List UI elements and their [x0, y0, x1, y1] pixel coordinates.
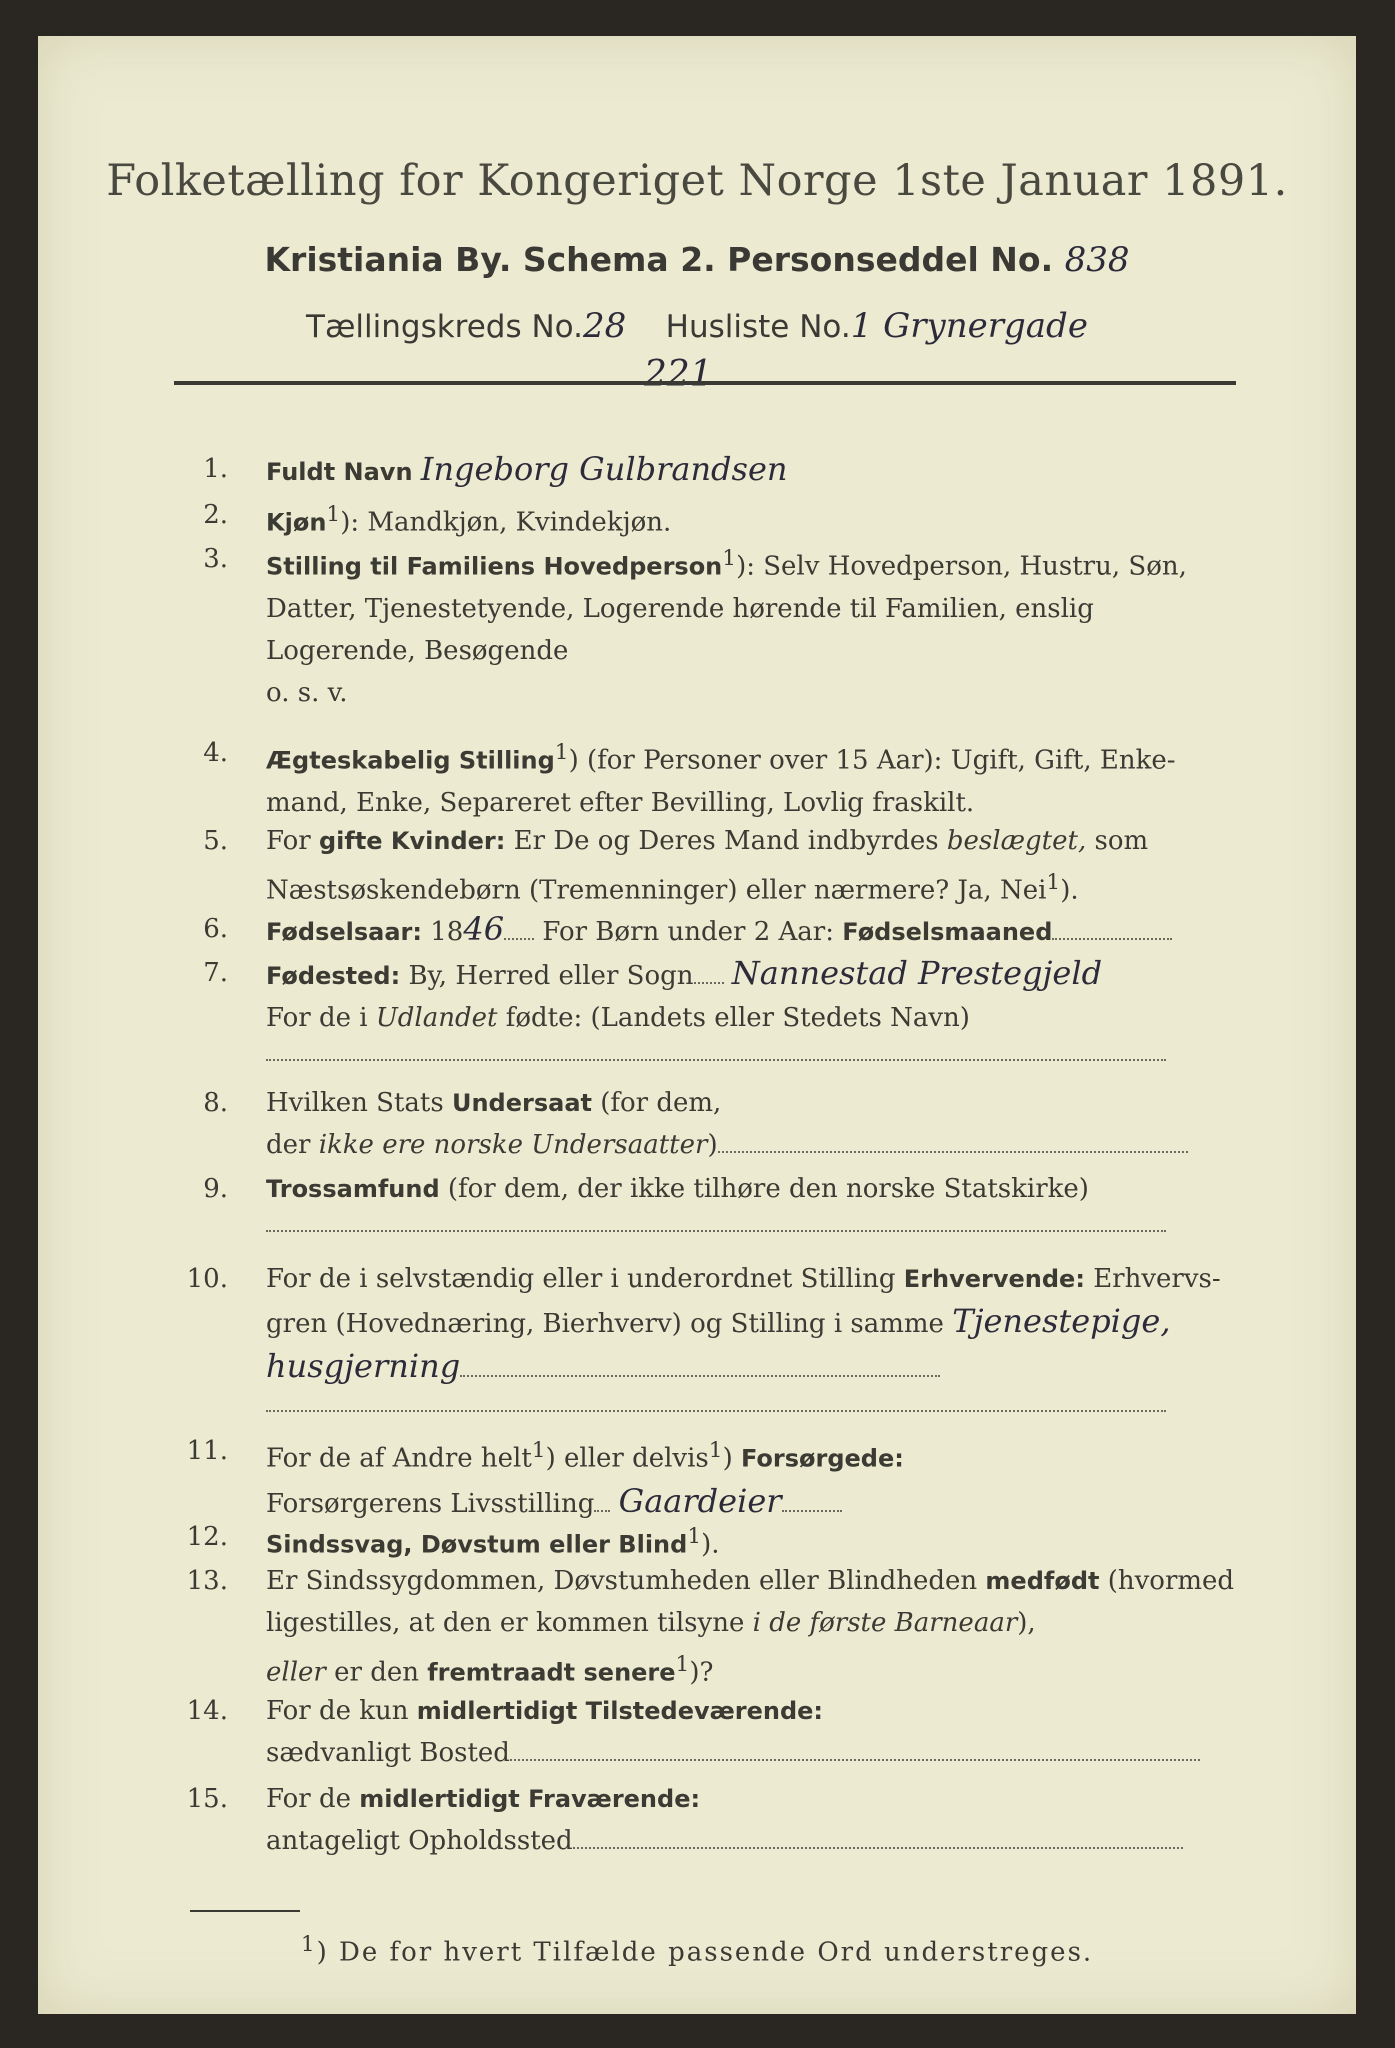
field-options: ) (for Personer over 15 Aar): Ugift, Gift, Enke-: [568, 745, 1176, 776]
item-number: 14.: [186, 1696, 228, 1726]
item-number: 4.: [203, 738, 228, 768]
item-temporarily-present: [176, 1690, 1238, 1774]
field-text: ).: [1060, 875, 1079, 906]
dotted-line: [504, 937, 534, 940]
item-marital-status: [176, 732, 1238, 824]
personseddel-number: 838: [1064, 240, 1130, 280]
field-label: Fødselsmaaned: [842, 918, 1053, 946]
field-label: gifte Kvinder:: [318, 827, 506, 855]
field-text: (hvormed: [1099, 1566, 1235, 1596]
census-form: [38, 36, 1356, 2014]
footnote-ref: 1: [300, 1932, 317, 1957]
field-label: midlertidigt Fraværende:: [359, 1785, 701, 1813]
field-text: gren (Hovednæring, Bierhverv) og Stilling i samme: [266, 1309, 944, 1339]
field-text: beslægtet,: [946, 826, 1087, 856]
field-text: fødte: (Landets eller Stedets Navn): [497, 1003, 970, 1033]
kreds-line: [38, 306, 1356, 346]
item-number: 13.: [186, 1566, 228, 1596]
item-number: 10.: [186, 1264, 228, 1294]
footnote-ref: 1: [708, 1438, 723, 1463]
kreds-extra-note: 221: [644, 354, 713, 395]
schema-line: [38, 240, 1356, 280]
field-label: Undersaat: [451, 1089, 592, 1117]
item-supported: [176, 1430, 1238, 1525]
field-label: Kjøn: [266, 508, 327, 537]
item-number: 1.: [203, 454, 228, 484]
footnote-ref: 1: [1046, 870, 1061, 895]
item-number: 12.: [186, 1522, 228, 1552]
field-label: Stilling til Familiens Hovedperson: [266, 552, 723, 581]
husliste-label: Husliste No.: [665, 309, 851, 345]
field-text: i de første Barneaar: [752, 1608, 1018, 1638]
dotted-line: [1052, 937, 1172, 940]
field-options: ): Mandkjøn, Kvindekjøn.: [340, 507, 672, 538]
field-text: ) eller delvis: [545, 1443, 709, 1474]
kreds-number: 28: [582, 306, 627, 346]
footnote: [38, 1932, 1356, 1968]
item-number: 2.: [203, 500, 228, 530]
provider-occupation-value: Gaardeier: [618, 1481, 782, 1520]
field-options: Datter, Tjenestetyende, Logerende hørende til Familien, enslig: [266, 593, 1094, 624]
dotted-line: [266, 1210, 1166, 1232]
field-text: sædvanligt Bosted: [266, 1738, 510, 1768]
item-citizenship: [176, 1082, 1238, 1166]
field-text: Er Sindssygdommen, Døvstumheden eller Blindheden: [266, 1566, 986, 1596]
birthplace-value: Nannestad Prestegjeld: [731, 954, 1103, 992]
year-prefix: 18: [430, 917, 464, 947]
footnote-ref: 1: [687, 1524, 702, 1549]
item-birthplace: [176, 952, 1238, 1061]
item-birth-year: [176, 908, 1238, 953]
form-title: Folketælling for Kongeriget Norge 1ste Januar 1891.: [106, 156, 1288, 206]
field-text: For: [266, 826, 319, 856]
field-text: Næstsøskendebørn (Tremenninger) eller nærmere? Ja, Nei: [266, 875, 1047, 906]
item-disability: [176, 1516, 1238, 1566]
item-number: 5.: [203, 826, 228, 856]
field-label: Trossamfund: [266, 1175, 440, 1203]
dotted-line: [782, 1509, 842, 1512]
item-temporarily-absent: [176, 1778, 1238, 1862]
item-family-position: [176, 538, 1238, 714]
item-married-women: [176, 820, 1238, 912]
field-text: ): [722, 1443, 741, 1474]
dotted-line: [694, 981, 724, 984]
item-religion: [176, 1168, 1238, 1232]
field-label: medfødt: [985, 1567, 1100, 1595]
field-text: For Børn under 2 Aar:: [542, 917, 843, 947]
field-label: Erhvervende:: [903, 1265, 1085, 1293]
field-text: eller: [266, 1657, 326, 1688]
field-text: For de i selvstændig eller i underordnet Stilling: [266, 1264, 904, 1294]
birth-year-value: 46: [463, 910, 505, 948]
item-number: 11.: [186, 1436, 228, 1466]
field-text: (for dem,: [591, 1088, 722, 1118]
field-options: o. s. v.: [266, 677, 348, 708]
footnote-rule: [190, 1910, 300, 1912]
field-text: For de kun: [266, 1696, 417, 1726]
field-text: Forsørgerens Livsstilling: [266, 1488, 595, 1519]
field-text: ): [707, 1130, 718, 1160]
field-label: Ægteskabelig Stilling: [266, 746, 555, 775]
field-text: Udlandet: [375, 1003, 498, 1033]
footnote-text: ) De for hvert Tilfælde passende Ord understreges.: [316, 1937, 1094, 1968]
field-options: Logerende, Besøgende: [266, 635, 569, 666]
footnote-ref: 1: [531, 1438, 546, 1463]
field-text: ).: [701, 1529, 720, 1560]
field-text: er den: [325, 1657, 428, 1688]
field-label: Forsørgede:: [740, 1444, 904, 1473]
field-text: som: [1086, 826, 1149, 856]
dotted-line: [594, 1509, 610, 1512]
item-gender: [176, 494, 1238, 544]
item-number: 8.: [203, 1088, 228, 1118]
item-number: 15.: [186, 1784, 228, 1814]
field-label: midlertidigt Tilstedeværende:: [416, 1697, 824, 1725]
footnote-ref: 1: [675, 1652, 690, 1677]
field-text: antageligt Opholdssted: [266, 1826, 573, 1856]
field-text: ligestilles, at den er kommen tilsyne: [266, 1608, 753, 1638]
dotted-line: [460, 1374, 940, 1377]
kreds-label: Tællingskreds No.: [306, 309, 583, 345]
schema-label: Kristiania By. Schema 2. Personseddel No.: [264, 240, 1054, 279]
item-full-name: [176, 448, 1238, 493]
field-text: For de: [266, 1784, 360, 1814]
footnote-ref: 1: [554, 740, 569, 765]
occupation-value-cont: husgjerning: [266, 1347, 461, 1385]
field-text: (for dem, der ikke tilhøre den norske Statskirke): [439, 1174, 1089, 1204]
field-text: )?: [689, 1657, 714, 1688]
header-rule: [174, 381, 1236, 385]
field-text: der: [266, 1130, 319, 1160]
dotted-line: [573, 1846, 1183, 1849]
dotted-line: [718, 1150, 1188, 1153]
field-text: For de i: [266, 1003, 376, 1033]
field-text: For de af Andre helt: [266, 1443, 532, 1474]
field-text: ikke ere norske Undersaatter: [318, 1130, 708, 1160]
field-options: mand, Enke, Separeret efter Bevilling, Lovlig fraskilt.: [266, 787, 975, 818]
item-number: 6.: [203, 914, 228, 944]
item-number: 9.: [203, 1174, 228, 1204]
item-number: 7.: [203, 958, 228, 988]
occupation-value: Tjenestepige,: [952, 1302, 1171, 1340]
item-number: 3.: [203, 544, 228, 574]
field-options: ): Selv Hovedperson, Hustru, Søn,: [736, 551, 1187, 582]
dotted-line: [510, 1758, 1200, 1761]
field-text: Erhvervs-: [1084, 1264, 1221, 1294]
field-label: Fødselsaar:: [266, 918, 422, 946]
field-text: By, Herred eller Sogn: [400, 961, 694, 991]
husliste-number: 1 Grynergade: [850, 306, 1088, 346]
field-text: Hvilken Stats: [266, 1088, 452, 1118]
field-text: ),: [1017, 1608, 1036, 1638]
footnote-ref: 1: [326, 502, 341, 527]
field-label: Fuldt Navn: [266, 458, 413, 486]
dotted-line: [266, 1390, 1166, 1412]
dotted-line: [266, 1039, 1166, 1061]
footnote-ref: 1: [722, 546, 737, 571]
item-occupation: [176, 1258, 1238, 1412]
field-label: Sindssvag, Døvstum eller Blind: [266, 1530, 688, 1559]
item-disability-origin: [176, 1560, 1238, 1694]
field-label: Fødested:: [266, 962, 401, 990]
full-name-value: Ingeborg Gulbrandsen: [420, 450, 788, 488]
field-text: Er De og Deres Mand indbyrdes: [505, 826, 947, 856]
field-label: fremtraadt senere: [427, 1658, 676, 1687]
